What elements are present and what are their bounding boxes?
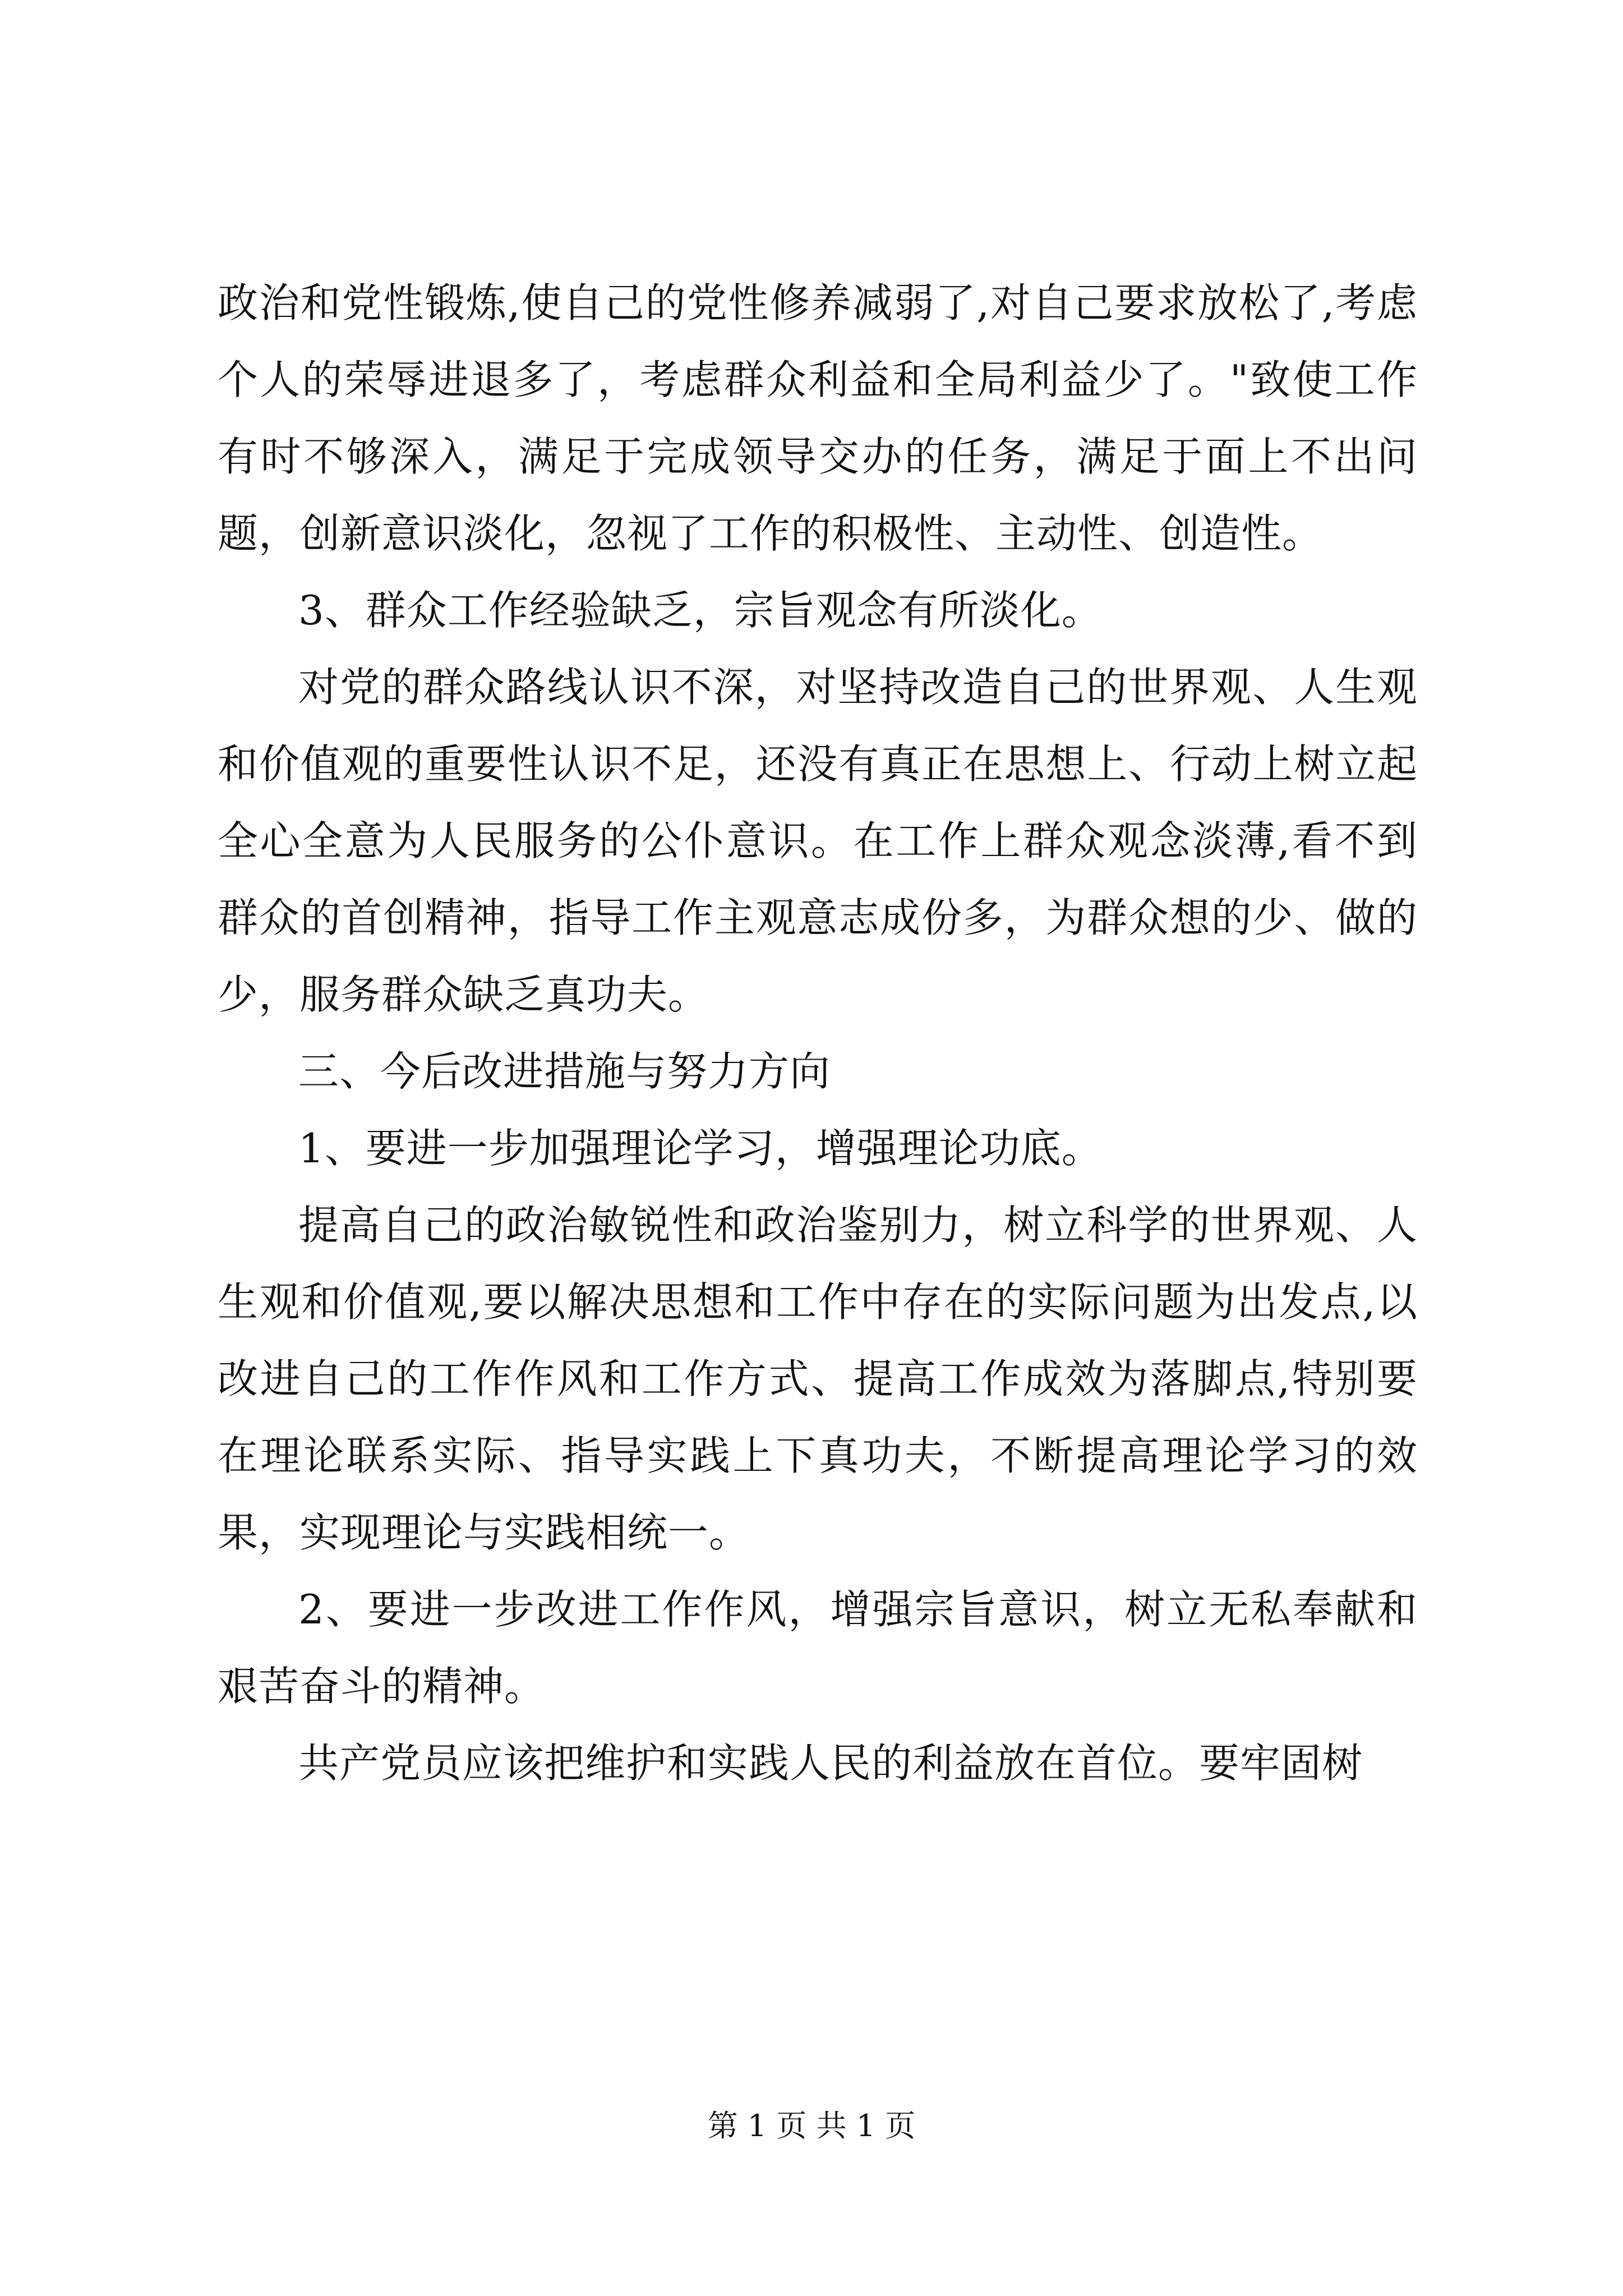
subheading-work-style: 2、要进一步改进工作作风，增强宗旨意识，树立无私奉献和艰苦奋斗的精神。	[218, 1586, 1418, 1710]
document-body	[218, 265, 1418, 1802]
paragraph-theory-study: 提高自己的政治敏锐性和政治鉴别力，树立科学的世界观、人生观和价值观,要以解决思想和工作中存在的实际问题为出发点,以改进自己的工作作风和工作方式、提高工作成效为落脚点,特别要在理论联系实际、指导实践上下真功夫，不断提高理论学习的效果，实现理论与实践相统一。	[218, 1202, 1418, 1556]
paragraph-party-member: 共产党员应该把维护和实践人民的利益放在首位。要牢固树	[298, 1740, 1363, 1787]
section-heading-improvement: 三、今后改进措施与努力方向	[298, 1048, 831, 1095]
paragraph-continuation: 政治和党性锻炼,使自己的党性修养减弱了,对自己要求放松了,考虑个人的荣辱进退多了，考虑群众利益和全局利益少了。"致使工作有时不够深入，满足于完成领导交办的任务，满足于面上不出问题，创新意识淡化，忽视了工作的积极性、主动性、创造性。	[218, 279, 1418, 557]
subheading-theory-study: 1、要进一步加强理论学习，增强理论功底。	[298, 1125, 1103, 1172]
paragraph-mass-line: 对党的群众路线认识不深，对坚持改造自己的世界观、人生观和价值观的重要性认识不足，还没有真正在思想上、行动上树立起全心全意为人民服务的公仆意识。在工作上群众观念淡薄,看不到群众的首创精神，指导工作主观意志成份多，为群众想的少、做的少，服务群众缺乏真功夫。	[218, 664, 1418, 1018]
subheading-mass-work: 3、群众工作经验缺乏，宗旨观念有所淡化。	[298, 587, 1103, 634]
page-footer: 第 1 页 共 1 页	[707, 2108, 916, 2143]
